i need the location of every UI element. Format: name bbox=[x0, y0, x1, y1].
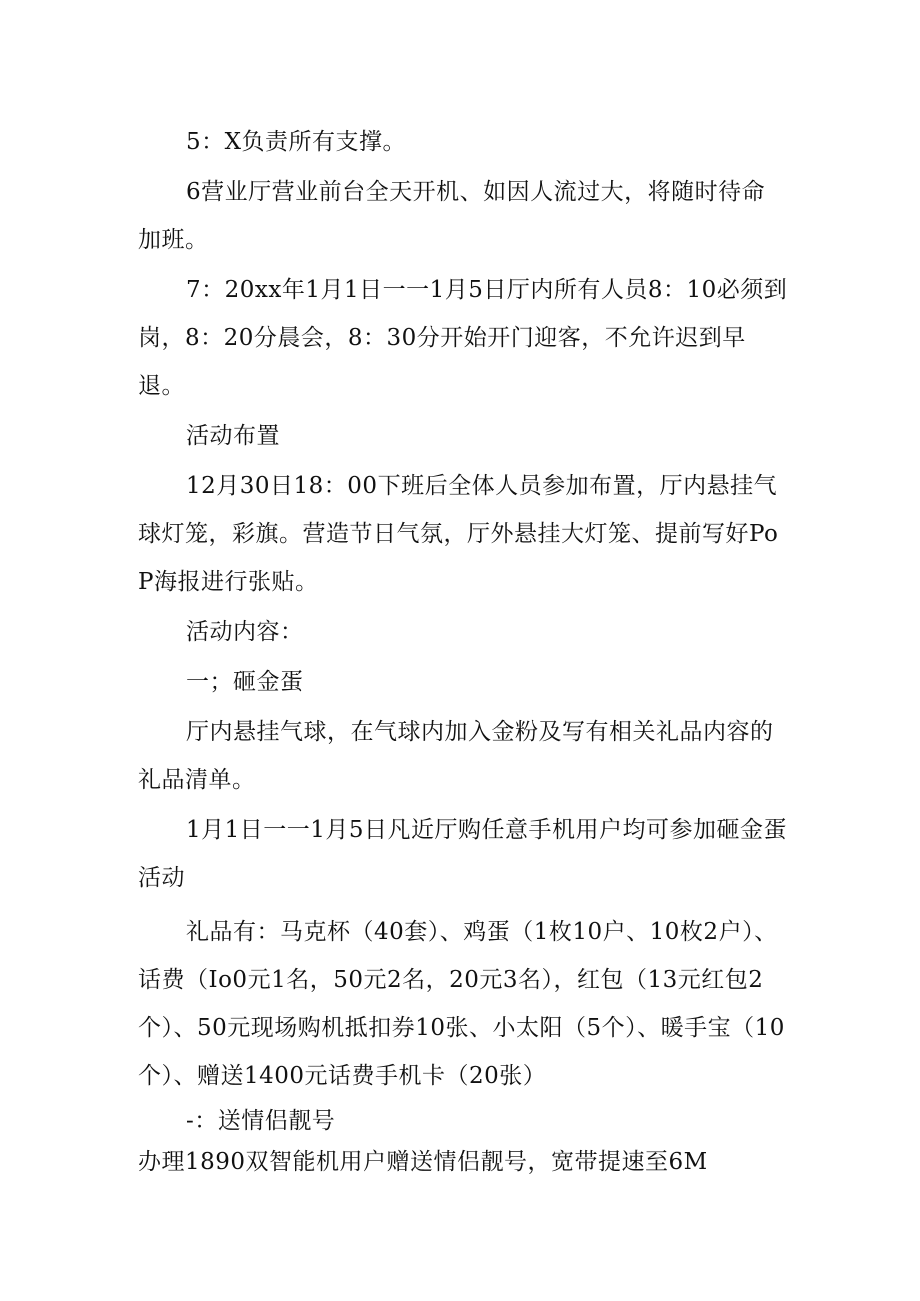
paragraph-couple-number-details: 办理1890双智能机用户赠送情侣靓号，宽带提速至6M bbox=[138, 1149, 708, 1175]
paragraph-gift-list: 礼品有：马克杯（40套）、鸡蛋（1枚10户、10枚2户）、话费（Io0元1名，50元2名，20元3名），红包（13元红包2个）、50元现场购机抵扣券10张、小太阳（5个）、暖手宝（10个）、赠送1400元话费手机卡（20张） bbox=[138, 919, 785, 1089]
document-body bbox=[138, 118, 788, 1186]
paragraph-item-6: 6营业厅营业前台全天开机、如因人流过大，将随时待命加班。 bbox=[138, 179, 766, 253]
paragraph-egg-eligibility: 1月1日一一1月5日凡近厅购任意手机用户均可参加砸金蛋活动 bbox=[138, 817, 788, 891]
section-heading-setup: 活动布置 bbox=[186, 423, 280, 449]
paragraph-setup-details: 12月30日18：00下班后全体人员参加布置，厅内悬挂气球灯笼，彩旗。营造节日气氛，厅外悬挂大灯笼、提前写好PoP海报进行张贴。 bbox=[138, 473, 779, 595]
subheading-couple-number: -：送情侣靓号 bbox=[186, 1108, 336, 1134]
paragraph-balloon-gifts: 厅内悬挂气球，在气球内加入金粉及写有相关礼品内容的礼品清单。 bbox=[138, 719, 774, 793]
subheading-golden-egg: 一；砸金蛋 bbox=[186, 669, 304, 695]
paragraph-item-5: 5：X负责所有支撑。 bbox=[186, 129, 407, 155]
paragraph-item-7: 7：20xx年1月1日一一1月5日厅内所有人员8：10必须到岗，8：20分晨会，8：30分开始开门迎客，不允许迟到早退。 bbox=[138, 277, 788, 399]
section-heading-content: 活动内容： bbox=[186, 619, 304, 645]
